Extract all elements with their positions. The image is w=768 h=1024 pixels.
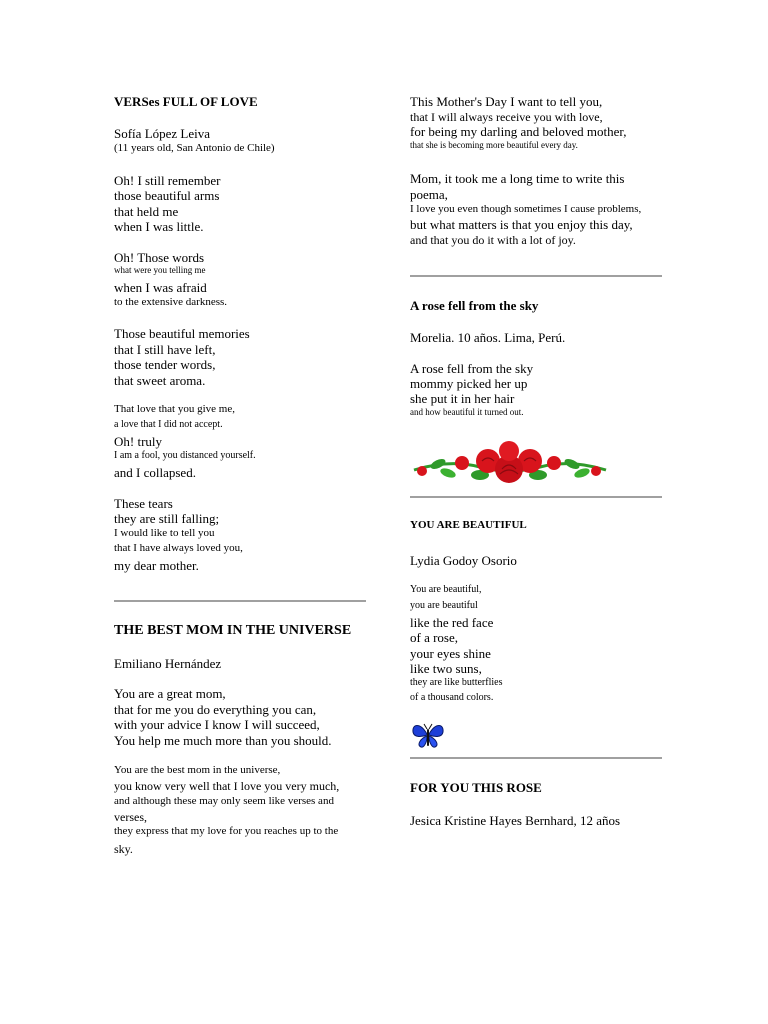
verse-line: your eyes shine bbox=[410, 646, 491, 661]
rose-garland-icon bbox=[410, 437, 610, 491]
verse-line: of a rose, bbox=[410, 630, 459, 645]
verse-line: that for me you do everything you can, bbox=[114, 702, 317, 717]
section-divider bbox=[410, 757, 662, 759]
verse-line: That love that you give me, bbox=[114, 403, 235, 415]
verse-line: I love you even though sometimes I cause problems, bbox=[410, 203, 642, 215]
poem-title: VERSes FULL OF LOVE bbox=[114, 94, 258, 109]
verse-line: You are a great mom, bbox=[114, 686, 226, 701]
section-divider bbox=[114, 600, 366, 602]
verse-line: she put it in her hair bbox=[410, 391, 515, 406]
verse-line: Oh! truly bbox=[114, 434, 163, 449]
verse-line: they are like butterflies bbox=[410, 677, 503, 688]
verse-line: that I still have left, bbox=[114, 342, 216, 357]
poem-author-note: (11 years old, San Antonio de Chile) bbox=[114, 142, 275, 154]
verse-line: mommy picked her up bbox=[410, 376, 528, 391]
verse-line: they are still falling; bbox=[114, 511, 220, 526]
verse-line: with your advice I know I will succeed, bbox=[114, 717, 320, 732]
poem-author: Sofía López Leiva bbox=[114, 126, 211, 141]
verse-line: that sweet aroma. bbox=[114, 373, 206, 388]
verse-line: You are beautiful, bbox=[410, 584, 482, 595]
verse-line: and I collapsed. bbox=[114, 465, 196, 480]
verse-line: sky. bbox=[114, 842, 133, 856]
verse-line: those beautiful arms bbox=[114, 188, 220, 203]
verse-line: and that you do it with a lot of joy. bbox=[410, 233, 576, 247]
verse-line: that she is becoming more beautiful every day. bbox=[410, 140, 578, 150]
verse-line: You are the best mom in the universe, bbox=[114, 764, 281, 776]
verse-line: when I was little. bbox=[114, 219, 204, 234]
verse-line: I would like to tell you bbox=[114, 527, 215, 539]
verse-line: Those beautiful memories bbox=[114, 326, 250, 341]
verse-line: You help me much more than you should. bbox=[114, 733, 332, 748]
verse-line: you are beautiful bbox=[410, 600, 478, 611]
verse-line: that I will always receive you with love, bbox=[410, 110, 603, 124]
verse-line: of a thousand colors. bbox=[410, 692, 494, 703]
verse-line: but what matters is that you enjoy this day, bbox=[410, 217, 633, 232]
section-divider bbox=[410, 275, 662, 277]
verse-line: for being my darling and beloved mother, bbox=[410, 124, 627, 139]
verse-line: like two suns, bbox=[410, 661, 482, 676]
verse-line: that held me bbox=[114, 204, 179, 219]
verse-line: and how beautiful it turned out. bbox=[410, 407, 524, 417]
verse-line: you know very well that I love you very much, bbox=[114, 779, 340, 793]
poem-title: YOU ARE BEAUTIFUL bbox=[410, 519, 527, 531]
verse-line: poema, bbox=[410, 187, 448, 202]
verse-line: and although these may only seem like verses and bbox=[114, 795, 334, 807]
verse-line: when I was afraid bbox=[114, 280, 207, 295]
verse-line: my dear mother. bbox=[114, 558, 199, 573]
section-divider bbox=[410, 496, 662, 498]
verse-line: I am a fool, you distanced yourself. bbox=[114, 450, 256, 461]
verse-line: verses, bbox=[114, 810, 147, 824]
verse-line: These tears bbox=[114, 496, 173, 511]
verse-line: to the extensive darkness. bbox=[114, 296, 228, 308]
poem-author: Morelia. 10 años. Lima, Perú. bbox=[410, 330, 566, 345]
poem-title: A rose fell from the sky bbox=[410, 298, 539, 313]
poem-title: FOR YOU THIS ROSE bbox=[410, 780, 542, 795]
verse-line: Oh! I still remember bbox=[114, 173, 221, 188]
verse-line: a love that I did not accept. bbox=[114, 419, 223, 430]
verse-line: what were you telling me bbox=[114, 265, 206, 275]
verse-line: A rose fell from the sky bbox=[410, 361, 534, 376]
verse-line: that I have always loved you, bbox=[114, 542, 243, 554]
verse-line: those tender words, bbox=[114, 357, 216, 372]
verse-line: like the red face bbox=[410, 615, 494, 630]
verse-line: they express that my love for you reaches up to the bbox=[114, 825, 339, 837]
poem-author: Lydia Godoy Osorio bbox=[410, 553, 517, 568]
verse-line: Oh! Those words bbox=[114, 250, 205, 265]
butterfly-icon bbox=[410, 720, 446, 750]
verse-line: Mom, it took me a long time to write this bbox=[410, 171, 625, 186]
poem-author: Jesica Kristine Hayes Bernhard, 12 años bbox=[410, 813, 621, 828]
poem-author: Emiliano Hernández bbox=[114, 656, 222, 671]
verse-line: This Mother's Day I want to tell you, bbox=[410, 94, 603, 109]
poem-title: THE BEST MOM IN THE UNIVERSE bbox=[114, 623, 352, 638]
